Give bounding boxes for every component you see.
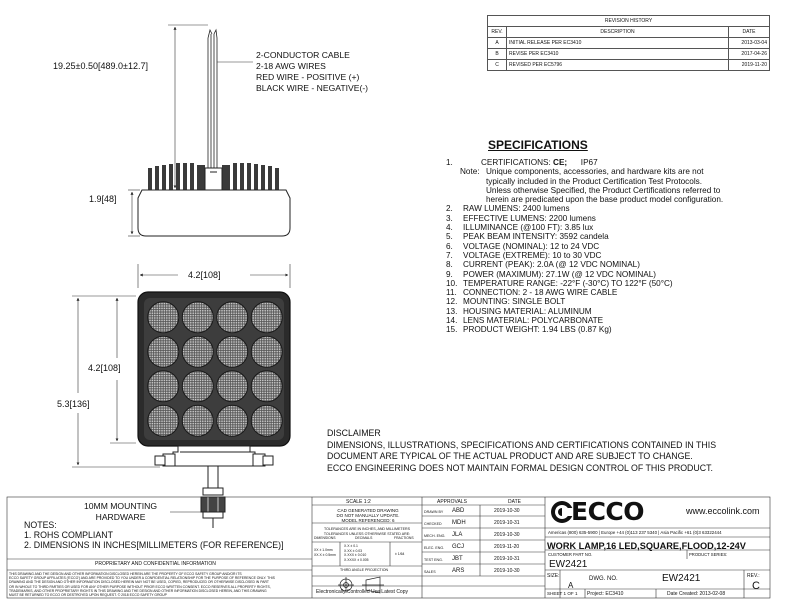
led-lens: [251, 405, 282, 436]
dim-mm: 48: [104, 194, 115, 204]
spec-number: 2.: [446, 204, 453, 214]
approvals-header: APPROVALS: [437, 499, 467, 505]
led-lens: [251, 302, 282, 333]
spec-text: EFFECTIVE LUMENS: 2200 lumens: [463, 213, 596, 223]
approval-role: DRAWN BY: [424, 510, 444, 514]
housing-side-view: [138, 168, 290, 236]
tolerance-note-line: TOLERANCES UNLESS OTHERWISE STATED ARE:: [323, 531, 411, 536]
cert-label: CERTIFICATIONS:: [481, 158, 551, 167]
cable-callout-line: 2-18 AWG WIRES: [256, 61, 326, 71]
led-lens: [148, 336, 179, 367]
approval-name: MDH: [452, 520, 466, 526]
spec-note: [446, 167, 776, 204]
approval-role: MECH. ENG.: [424, 534, 446, 538]
angle-value: XX ± 1.0mm: [314, 548, 333, 552]
note-item: 2. DIMENSIONS IN INCHES[MILLIMETERS (FOR REFERENCE)]: [24, 540, 284, 550]
approval-name: GCJ: [452, 544, 464, 550]
spec-text: PEAK BEAM INTENSITY: 3592 candela: [463, 232, 609, 242]
decimals-label: DECIMALS: [355, 536, 373, 540]
list-item: [446, 223, 776, 232]
cable-side-view: [208, 30, 217, 168]
spec-text: POWER (MAXIMUM): 27.1W (@ 12 VDC NOMINAL): [463, 269, 657, 279]
list-item: [446, 288, 776, 297]
rev-header: REV.: [488, 27, 507, 38]
led-lens: [251, 371, 282, 402]
dims-label: DIMENSIONS: [314, 536, 336, 540]
approvals-date-header: DATE: [508, 499, 521, 505]
approval-name: ABD: [452, 508, 465, 514]
list-item: [446, 307, 776, 316]
disclaimer-line: DOCUMENT ARE TYPICAL OF THE ACTUAL PRODUCT AND ARE SUBJECT TO CHANGE.: [327, 451, 693, 461]
cert-ip-rating: IP67: [580, 158, 598, 167]
note-item: 1. ROHS COMPLIANT: [24, 530, 113, 540]
disclaimer-title: DISCLAIMER: [327, 428, 381, 438]
mounting-callout-line: HARDWARE: [95, 512, 146, 522]
projection-label: THIRD ANGLE PROJECTION: [340, 568, 389, 572]
specifications-title: SPECIFICATIONS: [488, 138, 588, 152]
revision-history-table: [487, 15, 770, 71]
list-item: [446, 260, 776, 269]
spec-text: VOLTAGE (NOMINAL): 12 to 24 VDC: [463, 241, 600, 251]
cad-note-line: DO NOT MANUALLY UPDATE.: [336, 513, 400, 518]
ecco-brand: ECCO: [571, 497, 645, 526]
tolerance-value: X.XXX ± 0.010: [344, 553, 367, 557]
list-item: [446, 325, 776, 334]
dim-cable-length-label: 19.25±0.50[489.0±12.7]: [53, 61, 148, 71]
part-number: EW2421: [549, 559, 588, 570]
date-created-field: [667, 591, 725, 597]
spec-text: TEMPERATURE RANGE: -22°F (-30°C) TO 122°F (50°C): [463, 278, 673, 288]
date-cell: 2013-03-04: [729, 38, 770, 49]
spec-text: HOUSING MATERIAL: ALUMINUM: [463, 306, 592, 316]
spec-number: 7.: [446, 250, 453, 260]
dim-width-label: 4.2[108]: [188, 270, 221, 280]
approval-name: JLA: [452, 532, 463, 538]
dim-mm: 489.0±12.7: [100, 61, 146, 71]
date-header: DATE: [729, 27, 770, 38]
list-item: [446, 297, 776, 306]
description-cell: REVISED PER EC5796: [507, 60, 729, 71]
disclaimer: [327, 428, 716, 474]
approval-name: ARS: [452, 568, 465, 574]
led-lens: [217, 405, 248, 436]
product-title: WORK LAMP,16 LED,SQUARE,FLOOD,12-24V: [547, 541, 746, 551]
note-label: Note:: [460, 167, 480, 177]
spec-text: [463, 158, 598, 167]
list-item: [446, 214, 776, 223]
dim-inch: 1.9: [89, 194, 102, 204]
spec-text: PRODUCT WEIGHT: 1.94 LBS (0.87 Kg): [463, 325, 612, 335]
cad-note: [330, 508, 406, 523]
dwg-number: EW2421: [662, 573, 701, 584]
list-item: [446, 242, 776, 251]
approval-date: 2019-10-30: [494, 568, 520, 574]
approval-role: TEST ENG.: [424, 558, 443, 562]
proprietary-line: THIS DRAWING AND THE DESIGN AND OTHER INFORMATION DISCLOSED HEREIN ARE THE PROPERTY OF ECCO SAFETY GROUP AND/OR ITS: [9, 572, 242, 576]
spec-number: 1.: [446, 158, 453, 167]
spec-text: RAW LUMENS: 2400 lumens: [463, 204, 570, 214]
spec-text: LENS MATERIAL: POLYCARBONATE: [463, 316, 604, 326]
angle-values: [314, 548, 336, 557]
sheet-label: SHEET 1 OF 1: [547, 591, 578, 596]
spec-number: 9.: [446, 269, 453, 279]
product-series-label: PRODUCT SERIES:: [689, 552, 728, 557]
tolerance-note: [314, 527, 420, 536]
approval-date: 2019-10-31: [494, 520, 520, 526]
led-lens: [182, 302, 213, 333]
dim-height-total-label: 5.3[136]: [57, 399, 90, 409]
rev-cell: C: [488, 60, 507, 71]
spec-number: 13.: [446, 306, 458, 316]
description-cell: INITIAL RELEASE PER EC3410: [507, 38, 729, 49]
led-lens: [217, 371, 248, 402]
controlled-note: Electronically Controlled Use Latest Copy: [316, 589, 408, 595]
website-link[interactable]: www.eccolink.com: [686, 506, 760, 516]
description-cell: REVISE PER EC3410: [507, 49, 729, 60]
dwg-label: DWG. NO.: [589, 576, 618, 582]
proprietary-line: OR IN WHOLE TO THIRD PARTIES OR USED FOR ANY OTHER PURPOSE WITHOUT PRIOR ECCO WRITTEN CONSENT. ECCO RESERVES ALL PROPERTY RIGHTS,: [9, 584, 271, 589]
list-item: [446, 270, 776, 279]
cad-note-line: CAD GENERATED DRAWING: [337, 508, 399, 513]
specifications-list: [446, 158, 776, 335]
led-lens: [148, 371, 179, 402]
approval-date: 2019-10-30: [494, 532, 520, 538]
led-lens: [217, 302, 248, 333]
spec-number: 4.: [446, 223, 453, 233]
dim-mm: 108: [203, 270, 219, 280]
proprietary-text: [9, 572, 309, 597]
list-item: [446, 279, 776, 288]
list-item: [446, 232, 776, 241]
spec-number: 10.: [446, 278, 458, 288]
date-cell: 2019-11-20: [729, 60, 770, 71]
proprietary-line: DRAWING AND THE DESIGN AND OTHER INFORMATION DISCLOSED HEREIN MAY NOT BE USED, COPIED, REPRODUCED OR OTHERWISE DISCLOSED IN PART: [9, 580, 269, 585]
project-field: [587, 591, 623, 597]
spec-number: 12.: [446, 297, 458, 307]
approval-date: 2019-10-31: [494, 556, 520, 562]
tolerance-note-line: TOLERANCES ARE IN INCHES, AND MILLIMETERS: [323, 527, 410, 531]
proprietary-line: MUST BE RETURNED TO ECCO OR DESTROYED UPON REQUEST. © 2018 ECCO SAFETY GROUP: [9, 593, 167, 598]
disclaimer-line: ECCO ENGINEERING DOES NOT MAINTAIN FORMAL DESIGN CONTROL OF THIS PRODUCT.: [327, 462, 713, 473]
spec-text: CURRENT (PEAK): 2.0A (@ 12 VDC NOMINAL): [463, 260, 640, 270]
led-lens: [182, 371, 213, 402]
mount-bracket: [155, 446, 273, 488]
rev-value: C: [752, 580, 760, 592]
contact-line: Americas (800) 635-5900 | Europe +44 (0)113 237 5340 | Asia Pacific +61 (0)3 63322444: [548, 530, 722, 535]
spec-number: 5.: [446, 232, 453, 242]
mounting-callout-line: 10MM MOUNTING: [84, 501, 158, 511]
tolerance-values: [344, 544, 368, 562]
dim-mm: 108: [103, 363, 119, 373]
rev-label: REV.:: [747, 573, 760, 579]
cad-note-line: MODEL REFERENCED: 6: [341, 518, 395, 523]
spec-number: 6.: [446, 241, 453, 251]
customer-part-label: CUSTOMER PART NO.: [548, 552, 593, 557]
led-lens: [182, 405, 213, 436]
approval-date: 2019-11-20: [494, 544, 520, 550]
spec-number: 14.: [446, 316, 458, 326]
project-value: EC3410: [605, 591, 624, 597]
table-row: [488, 38, 770, 49]
approval-role: CHECKED: [424, 522, 442, 526]
dim-mm: 136: [72, 399, 88, 409]
dim-inch: 4.2: [188, 270, 201, 280]
led-lens: [182, 336, 213, 367]
proprietary-title: PROPRIETARY AND CONFIDENTIAL INFORMATION: [95, 561, 216, 567]
rev-cell: B: [488, 49, 507, 60]
cable-callout-line: BLACK WIRE - NEGATIVE(-): [256, 83, 369, 93]
size-label: SIZE:: [547, 573, 560, 579]
date-created-value: 2013-02-08: [699, 591, 726, 597]
notes-title: NOTES:: [24, 520, 57, 530]
dim-inch: 5.3: [57, 399, 70, 409]
disclaimer-line: DIMENSIONS, ILLUSTRATIONS, SPECIFICATIONS AND CERTIFICATIONS CONTAINED IN THIS: [327, 439, 717, 450]
list-item: [446, 158, 776, 167]
led-lens: [251, 336, 282, 367]
approval-role: SALES: [424, 570, 436, 574]
spec-text: CONNECTION: 2 - 18 AWG WIRE CABLE: [463, 288, 618, 298]
spec-number: 8.: [446, 260, 453, 270]
spec-text: VOLTAGE (EXTREME): 10 to 30 VDC: [463, 250, 602, 260]
size-value: A: [568, 581, 574, 590]
cable-callout: [256, 50, 368, 94]
fractions-label: FRACTIONS: [394, 536, 414, 540]
date-created-label: Date Created:: [667, 591, 699, 597]
spec-number: 15.: [446, 325, 458, 335]
description-header: DESCRIPTION: [507, 27, 729, 38]
dim-height-face-label: 4.2[108]: [88, 363, 121, 373]
spec-number: 11.: [446, 288, 457, 298]
approval-name: JBT: [452, 556, 463, 562]
revision-history-title: REVISION HISTORY: [488, 16, 770, 27]
dim-housing-depth-label: 1.9[48]: [89, 194, 117, 204]
rev-cell: A: [488, 38, 507, 49]
cable-callout-line: 2-CONDUCTOR CABLE: [256, 50, 350, 60]
list-item: [446, 251, 776, 260]
spec-text: MOUNTING: SINGLE BOLT: [463, 297, 566, 307]
note-text: Unique components, accessories, and hardware kits are not typically included in the Product Certification Test Protocols. Unless otherwise Specified, the Product Certifications referred to herein are predicated upon the base product model configuration.: [486, 167, 724, 205]
project-label: Project:: [587, 591, 604, 597]
scale-label: SCALE 1:2: [346, 499, 371, 505]
angle-value: XX.X ± 0.5mm: [314, 552, 336, 557]
proprietary-line: TRADEMARKS, AND OTHER PROPRIETARY RIGHTS IN THIS DRAWING AND THE DESIGN AND OTHER INFORMATION DISCLOSED HEREIN, AND THIS DRAWING: [9, 588, 267, 593]
notes: [24, 520, 284, 550]
dim-inch: 4.2: [88, 363, 101, 373]
proprietary-line: ECCO SAFETY GROUP AFFILIATES ('ECCO') AND ARE PROVIDED TO YOU UNDER A CONFIDENTIAL RELATIONSHIP FOR THE PURPOSE OF REFERENCE ONLY. THIS: [9, 576, 275, 581]
led-lens: [148, 302, 179, 333]
led-lens: [148, 405, 179, 436]
approval-role: ELEC. ENG.: [424, 546, 445, 550]
tolerance-value: X.XXXX ± 0.005: [344, 557, 369, 562]
fraction-value: ± 1/64: [395, 552, 405, 556]
approval-date: 2019-10-30: [494, 508, 520, 514]
list-item: [446, 316, 776, 325]
spec-number: 3.: [446, 213, 453, 223]
cable-callout-line: RED WIRE - POSITIVE (+): [256, 72, 360, 82]
table-row: [488, 49, 770, 60]
dim-inch: 19.25±0.50: [53, 61, 98, 71]
tolerance-value: X.XX ± 0.03: [344, 548, 363, 553]
cert-ce-mark: CE;: [553, 158, 568, 167]
date-cell: 2017-04-26: [729, 49, 770, 60]
table-row: [488, 60, 770, 71]
tolerance-value: X.X ± 0.1: [344, 544, 358, 548]
spec-text: ILLUMINANCE (@100 FT): 3.85 lux: [463, 223, 594, 233]
spec-items: [446, 204, 776, 334]
list-item: [446, 204, 776, 213]
led-lens: [217, 336, 248, 367]
